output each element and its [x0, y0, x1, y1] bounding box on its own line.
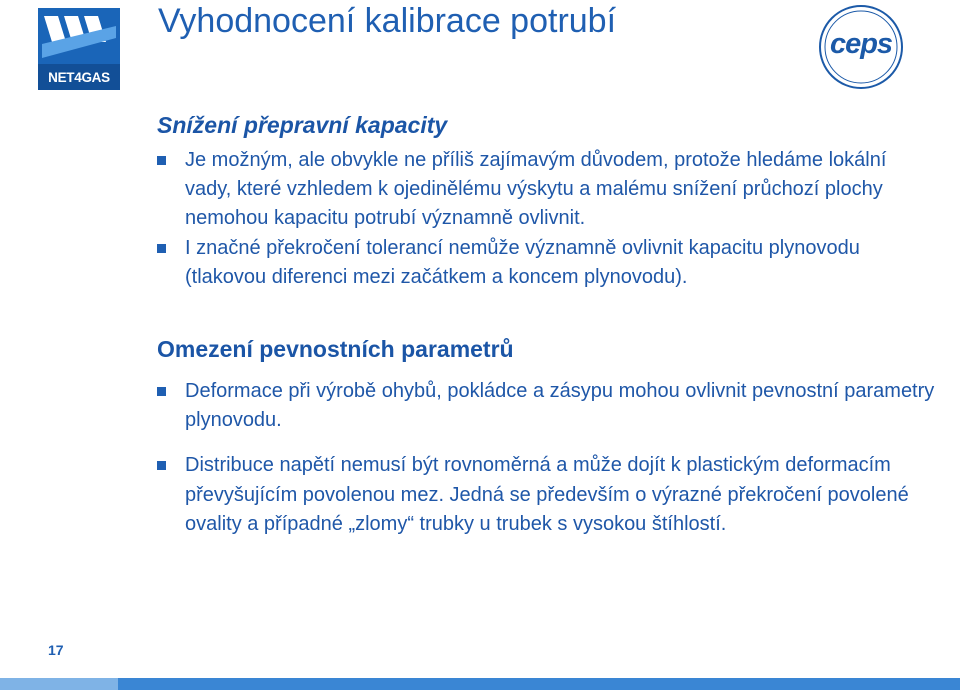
section-strength: [157, 336, 937, 539]
page-number: 17: [48, 642, 64, 658]
square-bullet-icon: [157, 156, 166, 165]
square-bullet-icon: [157, 244, 166, 253]
slide-content: [157, 112, 937, 539]
bullet-text: I značné překročení tolerancí nemůže významně ovlivnit kapacitu plynovodu (tlakovou diferenci mezi začátkem a koncem plynovodu).: [185, 236, 860, 288]
bullet-text: Distribuce napětí nemusí být rovnoměrná a může dojít k plastickým deformacím převyšujícím povolenou mez. Jedná se především o výrazné překročení povolené ovality a případné „zlomy“ trubky u trubek s vysokou štíhlostí.: [185, 454, 909, 535]
net4gas-wordmark: NET4GAS: [48, 70, 110, 85]
ceps-wordmark: ceps: [829, 28, 893, 60]
square-bullet-icon: [157, 387, 166, 396]
bullet-item: [157, 451, 937, 539]
slide-title: Vyhodnocení kalibrace potrubí: [158, 2, 617, 40]
net4gas-logo: [38, 8, 120, 90]
section-heading: Omezení pevnostních parametrů: [157, 336, 514, 363]
ceps-logo: [818, 4, 904, 90]
bullet-item: [157, 377, 937, 435]
bullet-item: [157, 146, 937, 234]
bullet-item: [157, 234, 937, 292]
bullet-text: Deformace při výrobě ohybů, pokládce a zásypu mohou ovlivnit pevnostní parametry plynovodu.: [185, 380, 935, 432]
section-heading: Snížení přepravní kapacity: [157, 112, 448, 138]
bullet-text: Je možným, ale obvykle ne příliš zajímavým důvodem, protože hledáme lokální vady, které vzhledem k ojedinělému výskytu a malému snížení průchozí plochy nemohou kapacitu potrubí významně ovlivnit.: [185, 149, 887, 230]
section-capacity: [157, 112, 937, 292]
footer-bar: [0, 678, 960, 690]
square-bullet-icon: [157, 461, 166, 470]
footer-accent: [0, 678, 118, 690]
